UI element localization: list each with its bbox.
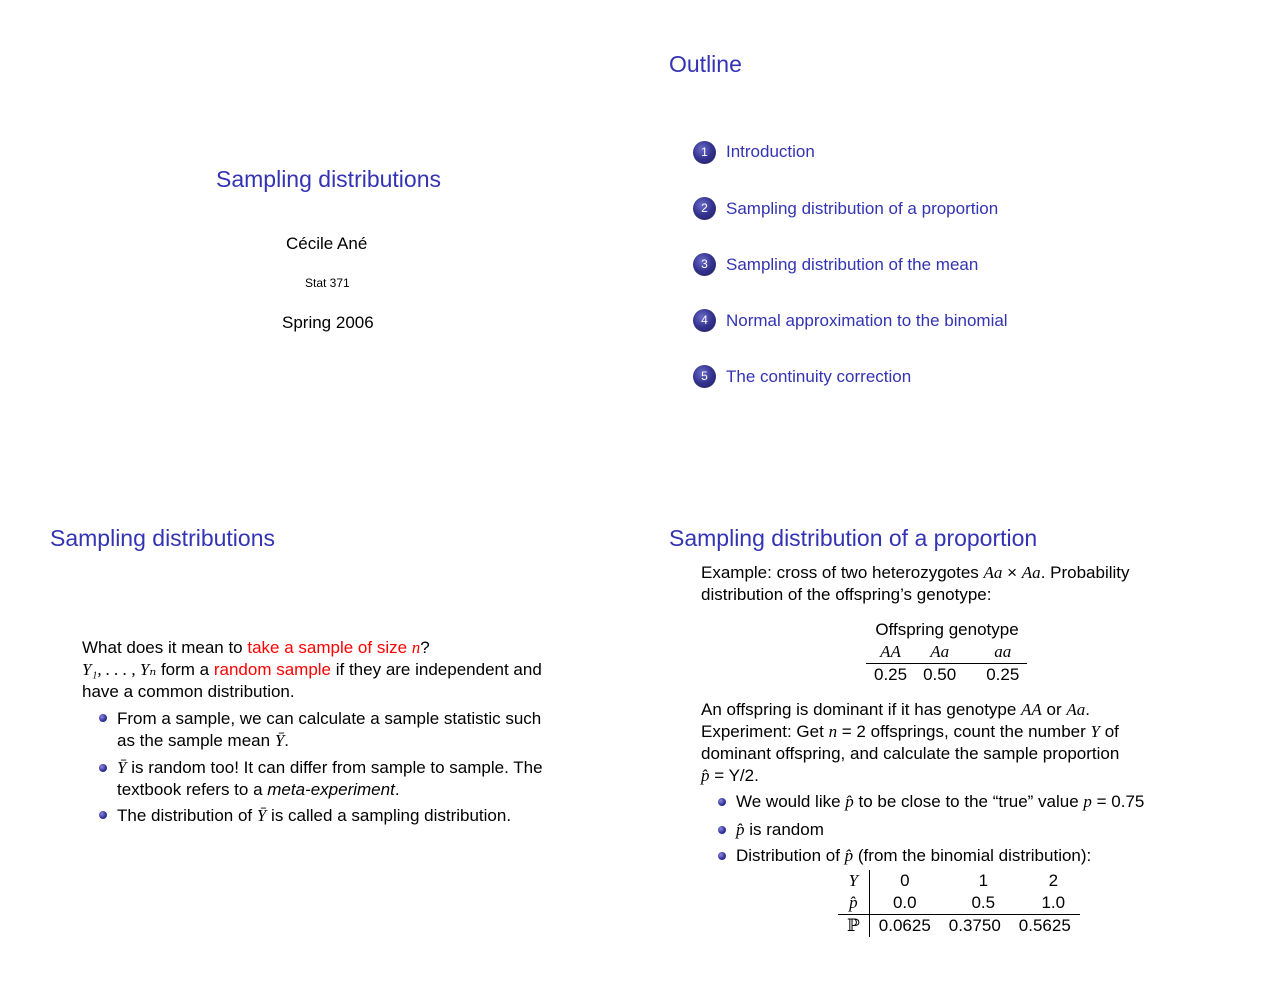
toc-item-continuity[interactable]: The continuity correction xyxy=(726,367,912,386)
table-cell: 0.0 xyxy=(892,893,917,912)
toc-item-proportion[interactable]: Sampling distribution of a proportion xyxy=(726,199,999,218)
text: is random xyxy=(744,820,824,839)
row-label: ℙ xyxy=(838,915,869,938)
text: or xyxy=(1041,700,1067,719)
genotype-header: AA xyxy=(880,642,901,661)
highlight-text: random sample xyxy=(213,660,332,679)
bullet-2 xyxy=(736,819,824,841)
math-phat: p̂ xyxy=(845,792,854,811)
course-name: Stat 371 xyxy=(305,276,350,290)
text: is random too! It can differ from sample to sample. The xyxy=(126,758,543,777)
text: = 2 offsprings, count the number xyxy=(837,722,1091,741)
math-y: Y xyxy=(1090,722,1100,741)
math-ybar: Ȳ xyxy=(117,758,127,777)
toc-item-introduction[interactable]: Introduction xyxy=(726,142,815,161)
experiment-line-3 xyxy=(701,765,759,787)
bullet-icon xyxy=(718,798,726,806)
term: Spring 2006 xyxy=(282,313,374,332)
math-phat: p̂ xyxy=(736,820,745,839)
math-genotype: Aa xyxy=(1021,563,1041,582)
slide-heading: Sampling distribution of a proportion xyxy=(669,525,1038,551)
table-row-phat xyxy=(838,892,1080,915)
math-ybar: Ȳ xyxy=(256,806,267,825)
math-genotype: AA xyxy=(1021,700,1042,719)
experiment-line-2: dominant offspring, and calculate the sample proportion xyxy=(701,744,1120,763)
toc-number-ball: 2 xyxy=(693,197,716,220)
toc-item-normal-approx[interactable]: Normal approximation to the binomial xyxy=(726,311,1008,330)
text: textbook refers to a xyxy=(117,780,268,799)
row-label: p̂ xyxy=(838,892,869,915)
genotype-table xyxy=(862,619,1032,686)
text: = 0.75 xyxy=(1091,792,1145,811)
text: × xyxy=(1002,563,1022,582)
author-name: Cécile Ané xyxy=(286,234,368,253)
bullet-3 xyxy=(736,845,1091,867)
toc-number-ball: 5 xyxy=(693,365,716,388)
text: What does it mean to xyxy=(82,638,248,657)
bullet-3 xyxy=(117,805,511,827)
toc-number-ball: 3 xyxy=(693,253,716,276)
genotype-value: 0.25 xyxy=(874,665,908,684)
bullet-icon xyxy=(99,714,107,722)
text: Example: cross of two heterozygotes xyxy=(701,563,984,582)
text: form a xyxy=(156,660,214,679)
table-cell: 0.5625 xyxy=(1018,916,1071,935)
text: = Y/2. xyxy=(709,766,759,785)
text: . xyxy=(394,780,400,799)
math-n: n xyxy=(411,638,421,657)
toc-number-ball: 1 xyxy=(693,141,716,164)
definition-line xyxy=(82,659,542,681)
genotype-grid xyxy=(866,641,1027,686)
question-line xyxy=(82,637,430,659)
genotype-value: 0.25 xyxy=(986,665,1020,684)
slide-heading: Sampling distributions xyxy=(50,525,276,551)
definition-line-2: have a common distribution. xyxy=(82,682,295,701)
text: ? xyxy=(420,638,430,657)
bullet-icon xyxy=(99,764,107,772)
phat-grid xyxy=(838,870,1080,937)
math-variables: Y₁, . . . , Yₙ xyxy=(82,660,157,679)
bullet-icon xyxy=(718,852,726,860)
text: . xyxy=(284,731,290,750)
text: Experiment: Get xyxy=(701,722,829,741)
text: as the sample mean xyxy=(117,731,275,750)
italic-text: meta-experiment xyxy=(267,780,395,799)
text: (from the binomial distribution): xyxy=(853,846,1092,865)
experiment-line-1 xyxy=(701,721,1119,743)
toc-item-mean[interactable]: Sampling distribution of the mean xyxy=(726,255,979,274)
presentation-title: Sampling distributions xyxy=(216,166,442,192)
text: We would like xyxy=(736,792,846,811)
bullet-1-line-2 xyxy=(117,730,289,752)
bullet-icon xyxy=(718,826,726,834)
table-cell: 0 xyxy=(900,871,910,890)
bullet-1 xyxy=(736,791,1144,813)
table-cell: 0.0625 xyxy=(878,916,931,935)
math-phat: p̂ xyxy=(844,846,854,865)
math-n: n xyxy=(828,722,838,741)
table-cell: 2 xyxy=(1048,871,1059,890)
bullet-2-line-1 xyxy=(117,757,543,779)
math-phat: p̂ xyxy=(701,766,710,785)
outline-title: Outline xyxy=(669,51,742,77)
text: if they are independent and xyxy=(331,660,542,679)
text: An offspring is dominant if it has genotype xyxy=(701,700,1022,719)
text: to be close to the “true” value xyxy=(853,792,1084,811)
text: The distribution of xyxy=(117,806,257,825)
table-cell: 0.3750 xyxy=(948,916,1001,935)
genotype-header: Aa xyxy=(930,642,950,661)
genotype-value: 0.50 xyxy=(923,665,957,684)
math-genotype: Aa xyxy=(983,563,1003,582)
text: of xyxy=(1099,722,1119,741)
genotype-caption: Offspring genotype xyxy=(875,620,1019,639)
math-ybar: Ȳ xyxy=(274,731,285,750)
genotype-header-row xyxy=(866,641,1027,664)
example-line-1 xyxy=(701,562,1130,584)
table-row-y xyxy=(838,870,1080,892)
bullet-icon xyxy=(99,811,107,819)
bullet-1-line-1: From a sample, we can calculate a sample statistic such xyxy=(117,709,542,728)
text: . Probability xyxy=(1040,563,1130,582)
example-line-2: distribution of the offspring’s genotype: xyxy=(701,585,992,604)
math-p: p xyxy=(1083,792,1092,811)
dominant-line: An offspring is dominant if it has genotype AA or Aa. xyxy=(701,700,1091,719)
text: is called a sampling distribution. xyxy=(266,806,512,825)
bullet-2-line-2 xyxy=(117,779,400,801)
highlight-text: take a sample of size xyxy=(247,638,412,657)
genotype-header: aa xyxy=(994,642,1012,661)
row-label: Y xyxy=(838,870,869,892)
table-row-prob xyxy=(838,915,1080,938)
math-genotype: Aa xyxy=(1066,700,1086,719)
phat-distribution-table xyxy=(838,870,1080,937)
genotype-value-row xyxy=(866,664,1027,687)
table-cell: 1 xyxy=(978,871,989,890)
toc-number-ball: 4 xyxy=(693,309,716,332)
table-cell: 0.5 xyxy=(971,893,996,912)
text: Distribution of xyxy=(736,846,845,865)
table-cell: 1.0 xyxy=(1041,893,1066,912)
